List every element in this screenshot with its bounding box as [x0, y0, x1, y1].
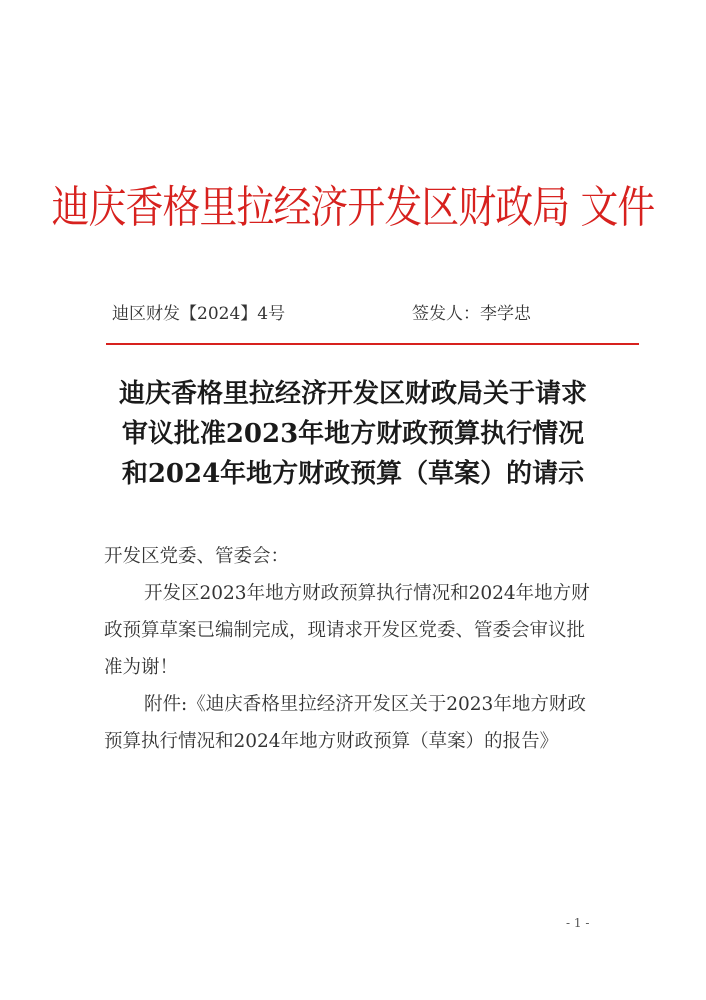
paragraph-line: 开发区2023年地方财政预算执行情况和2024年地方财	[144, 583, 590, 604]
signer: 签发人：李学忠	[412, 304, 531, 324]
header-divider-line	[106, 343, 639, 345]
title-line: 审议批准2023年地方财政预算执行情况	[121, 419, 585, 449]
document-body	[104, 538, 604, 760]
paragraph-line: 准为谢！	[104, 657, 179, 678]
agency-header-title: 迪庆香格里拉经济开发区财政局 文件	[51, 182, 655, 233]
salutation: 开发区党委、管委会：	[104, 546, 290, 567]
page-number: - 1 -	[566, 916, 590, 930]
document-title	[0, 374, 706, 494]
paragraph-line: 政预算草案已编制完成，现请求开发区党委、管委会审议批	[104, 620, 586, 641]
attachment-line: 预算执行情况和2024年地方财政预算（草案）的报告》	[104, 731, 559, 752]
title-line: 和2024年地方财政预算（草案）的请示	[121, 459, 585, 489]
document-meta-row	[112, 300, 592, 328]
document-number: 迪区财发【2024】4号	[112, 304, 286, 324]
title-line: 迪庆香格里拉经济开发区财政局关于请求	[118, 379, 587, 409]
attachment-line: 附件:《迪庆香格里拉经济开发区关于2023年地方财政	[144, 694, 586, 715]
